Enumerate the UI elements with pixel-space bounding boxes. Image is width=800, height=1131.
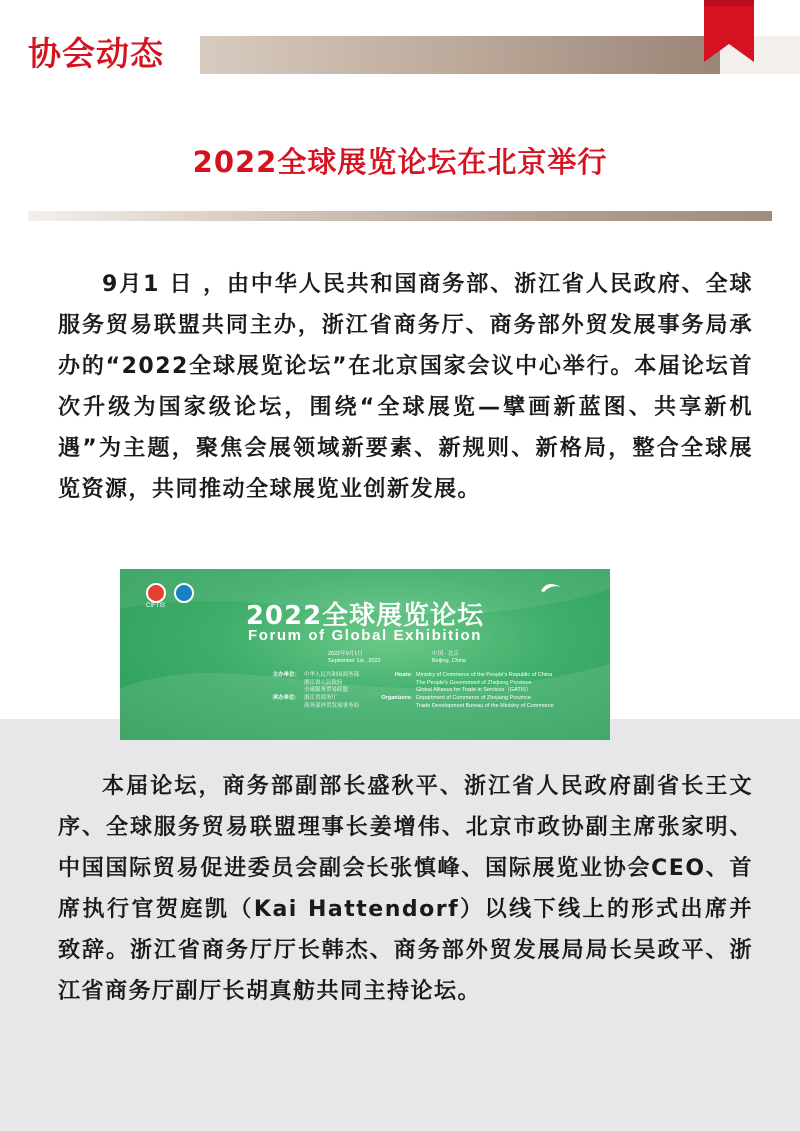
banner-hosts-en: Ministry of Commerce of the People's Republic of China The People's Government of Zhejiang Province Global Alliance for Trade in Services（GATIS）	[416, 672, 553, 693]
forum-banner-image	[120, 569, 610, 740]
banner-host-label-cn: 主办单位：	[272, 672, 300, 678]
banner-tag: CIFTIS	[146, 603, 165, 609]
banner-title-cn: 2022全球展览论坛	[245, 601, 485, 631]
banner-title-en: Forum of Global Exhibition	[247, 627, 483, 644]
banner-date-en: September 1st , 2022	[328, 658, 381, 664]
article-title: 2022全球展览论坛在北京举行	[192, 145, 608, 179]
banner-city-cn: 中国 · 北京	[432, 651, 459, 657]
article-paragraph-2: 本届论坛，商务部副部长盛秋平、浙江省人民政府副省长王文序、全球服务贸易联盟理事长姜增伟、北京市政协副主席张家明、中国国际贸易促进委员会副会长张慎峰、国际展览业协会CEO、首席执行官贺庭凯（Kai Hattendorf）以线下线上的形式出席并致辞。浙江省商务厅厅长韩杰、商务部外贸发展局局长吴政平、浙江省商务厅副厅长胡真舫共同主持论坛。	[58, 774, 753, 1004]
banner-hosts-cn: 中华人民共和国商务部 浙江省人民政府 全球服务贸易联盟	[304, 672, 360, 693]
title-divider	[28, 211, 772, 221]
banner-organizers-en: Department of Commerce of Zhejiang Province Trade Development Bureau of the Ministry of Commerce	[416, 695, 554, 709]
banner-city-en: Beijing, China	[432, 658, 466, 664]
section-title: 协会动态	[28, 34, 164, 73]
banner-host-label-en: Hosts:	[394, 672, 412, 678]
banner-organizer-label-cn: 承办单位：	[272, 695, 300, 701]
banner-date-cn: 2022年9月1日	[328, 651, 363, 657]
banner-organizers-cn: 浙江省商务厅 商务部外贸发展事务局	[304, 695, 360, 709]
bookmark-ribbon-icon	[704, 0, 754, 62]
partner-logo-icon	[540, 581, 562, 593]
banner-organizer-label-en: Organizers:	[381, 695, 412, 701]
article-paragraph-1: 9月1 日 ，由中华人民共和国商务部、浙江省人民政府、全球服务贸易联盟共同主办，浙江省商务厅、商务部外贸发展事务局承办的“2022全球展览论坛”在北京国家会议中心举行。本届论坛首次升级为国家级论坛，围绕“全球展览—擘画新蓝图、共享新机遇”为主题，聚焦会展领域新要素、新规则、新格局，整合全球展览资源，共同推动全球展览业创新发展。	[58, 272, 753, 502]
header-decor-bar	[200, 36, 720, 74]
